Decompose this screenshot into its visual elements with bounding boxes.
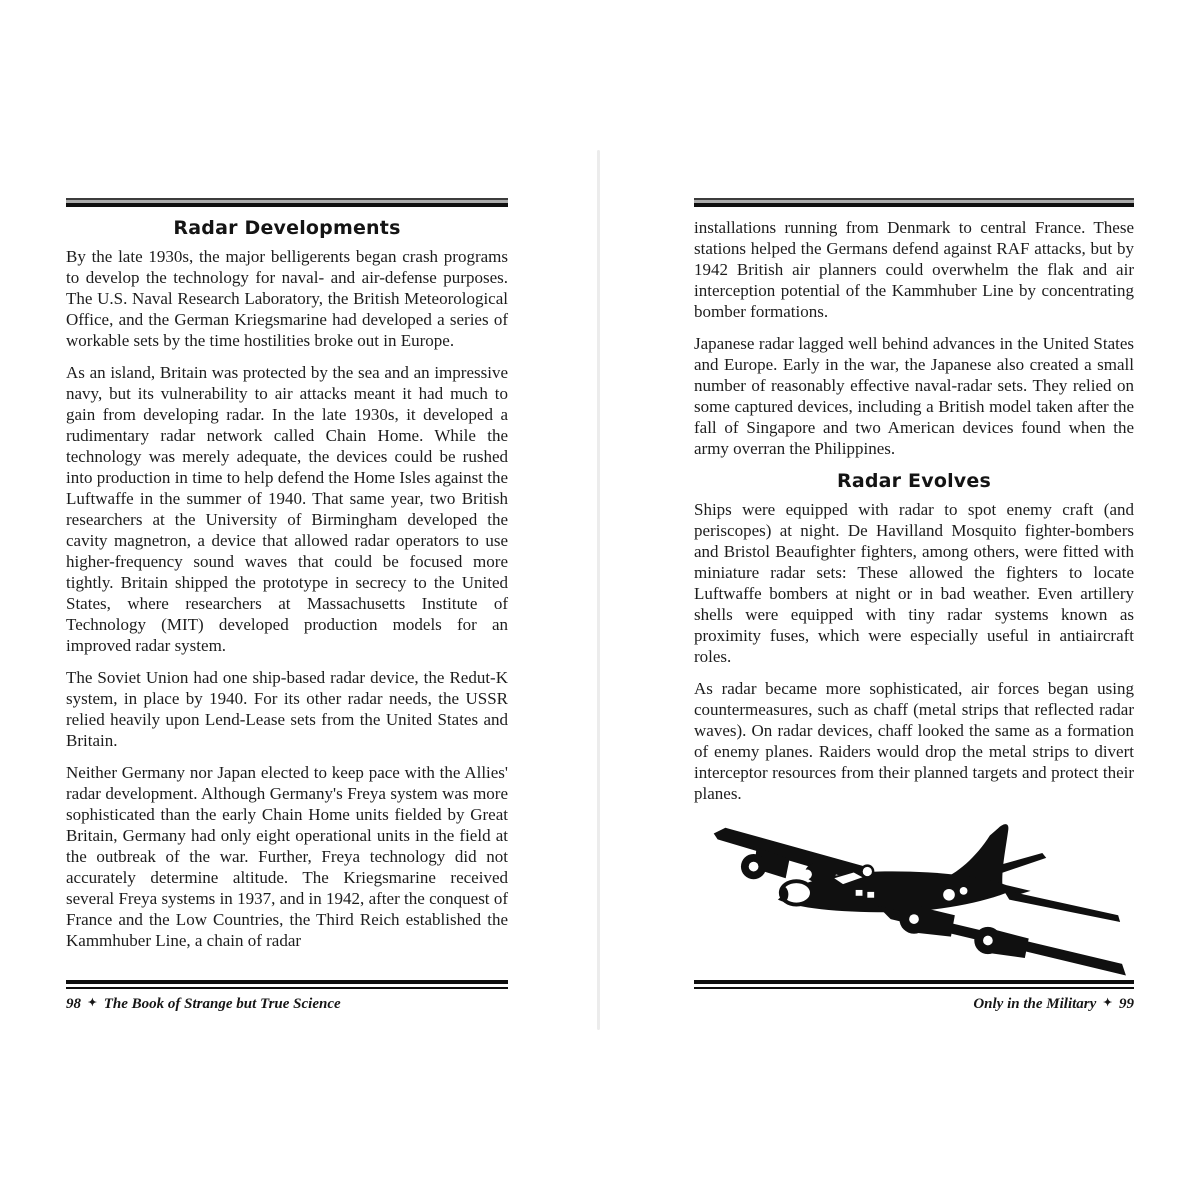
- left-page: [66, 198, 508, 962]
- b17-bomber-illustration: [694, 818, 1134, 993]
- body-paragraph: Japanese radar lagged well behind advances in the United States and Europe. Early in the war, the Japanese also created a small number of reasonably effective naval-radar sets. They relied on some captured devices, including a British model taken after the fall of Singapore and two American devices found when the army overran the Philippines.: [694, 334, 1134, 458]
- body-paragraph: As an island, Britain was protected by the sea and an impressive navy, but its vulnerability to air attacks meant it had much to gain from developing radar. In the late 1930s, it developed a rudimentary radar network called Chain Home. While the technology was merely adequate, the devices could be rushed into production in time to help defend the Home Isles against the Luftwaffe in the summer of 1940. That same year, two British researchers at the University of Birmingham developed the cavity magnetron, a device that allowed radar operators to use higher-frequency sound waves that could be focused more tightly. Britain shipped the prototype in secrecy to the United States, where researchers at Massachusetts Institute of Technology (MIT) developed production models for an improved radar system.: [66, 363, 508, 655]
- body-paragraph: By the late 1930s, the major belligerents began crash programs to develop the technology for naval- and air-defense purposes. The U.S. Naval Research Laboratory, the British Meteorological Office, and the German Kriegsmarine had developed a series of workable sets by the time hostilities broke out in Europe.: [66, 247, 508, 350]
- page-gutter-divider: [597, 150, 600, 1030]
- right-page: [694, 198, 1134, 993]
- page-number: 99: [1119, 996, 1134, 1012]
- page-number: 98: [66, 996, 81, 1012]
- top-rule: [66, 198, 508, 207]
- body-paragraph: The Soviet Union had one ship-based radar device, the Redut-K system, in place by 1940. For its other radar needs, the USSR relied heavily upon Lend-Lease sets from the United States and Britain.: [66, 668, 508, 750]
- body-paragraph: installations running from Denmark to central France. These stations helped the Germans defend against RAF attacks, but by 1942 British air planners could overwhelm the flak and air interception potential of the Kammhuber Line by concentrating bomber formations.: [694, 218, 1134, 321]
- section-heading-radar-evolves: Radar Evolves: [837, 470, 991, 492]
- body-paragraph: As radar became more sophisticated, air forces began using countermeasures, such as chaff (metal strips that reflected radar waves). On radar devices, chaff looked the same as a formation of enemy planes. Raiders would drop the metal strips to divert interceptor resources from their planned targets and protect their planes.: [694, 679, 1134, 803]
- left-footer: [66, 980, 508, 1013]
- chapter-title: Only in the Military: [973, 996, 1097, 1012]
- footer-rule: [66, 980, 508, 989]
- book-title: The Book of Strange but True Science: [103, 996, 341, 1012]
- section-heading-radar-developments: Radar Developments: [173, 217, 401, 239]
- body-paragraph: Ships were equipped with radar to spot enemy craft (and periscopes) at night. De Havilland Mosquito fighter-bombers and Bristol Beaufighter fighters, among others, were fitted with miniature radar sets: These allowed the fighters to locate Luftwaffe bombers at night or in bad weather. Even artillery shells were equipped with tiny radar systems known as proximity fuses, which were especially useful in antiaircraft roles.: [694, 500, 1134, 666]
- footer-separator-icon: ✦: [87, 997, 97, 1009]
- left-footer-text: [66, 996, 508, 1013]
- footer-rule: [694, 980, 1134, 989]
- footer-separator-icon: ✦: [1103, 997, 1113, 1009]
- right-footer-text: [694, 996, 1134, 1013]
- top-rule: [694, 198, 1134, 207]
- right-footer: [694, 980, 1134, 1013]
- body-paragraph: Neither Germany nor Japan elected to keep pace with the Allies' radar development. Although Germany's Freya system was more sophisticated than the early Chain Home units fielded by Great Britain, Germany had only eight operational units in the field at the outbreak of the war. Further, Freya technology did not accurately determine altitude. The Kriegsmarine received several Freya systems in 1937, and in 1942, after the conquest of France and the Low Countries, the Third Reich established the Kammhuber Line, a chain of radar: [66, 763, 508, 950]
